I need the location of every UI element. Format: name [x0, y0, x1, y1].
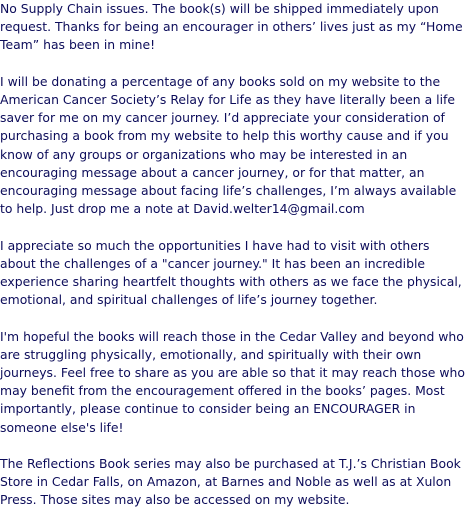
paragraph-where-to-buy: The Reflections Book series may also be purchased at T.J.’s Christian Book Store in Cedar Falls, on Amazon, at Barnes and Noble as well as at Xulon Press. Those sites may also be accessed on my website. — [0, 456, 461, 508]
paragraph-donation-note: I will be donating a percentage of any books sold on my website to the American Cancer Society’s Relay for Life as they have literally been a life saver for me on my cancer journey. I’d appreciate your consideration of purchasing a book from my website to help this worthy cause and if you know of any groups or organizations who may be interested in an encouraging message about a cancer journey, or for that matter, an encouraging message about facing life’s challenges, I’m always available to help. Just drop me a note at David.welter14@gmail.com — [0, 73, 457, 217]
paragraph-shipping-note: No Supply Chain issues. The book(s) will be shipped immediately upon request. Thanks for being an encourager in others’ lives just as my “Home Team” has been in mine! — [0, 1, 463, 53]
paragraph-hope: I'm hopeful the books will reach those in the Cedar Valley and beyond who are struggling physically, emotionally, and spiritually with their own journeys. Feel free to share as you are able so that it may reach those who may benefit from the encouragement offered in the books’ pages. Most importantly, please continue to consider being an ENCOURAGER in someone else's life! — [0, 328, 465, 435]
paragraph-appreciation: I appreciate so much the opportunities I have had to visit with others about the challenges of a "cancer journey." It has been an incredible experience sharing heartfelt thoughts with others as we face the physical, emotional, and spiritual challenges of life’s journey together. — [0, 237, 462, 308]
